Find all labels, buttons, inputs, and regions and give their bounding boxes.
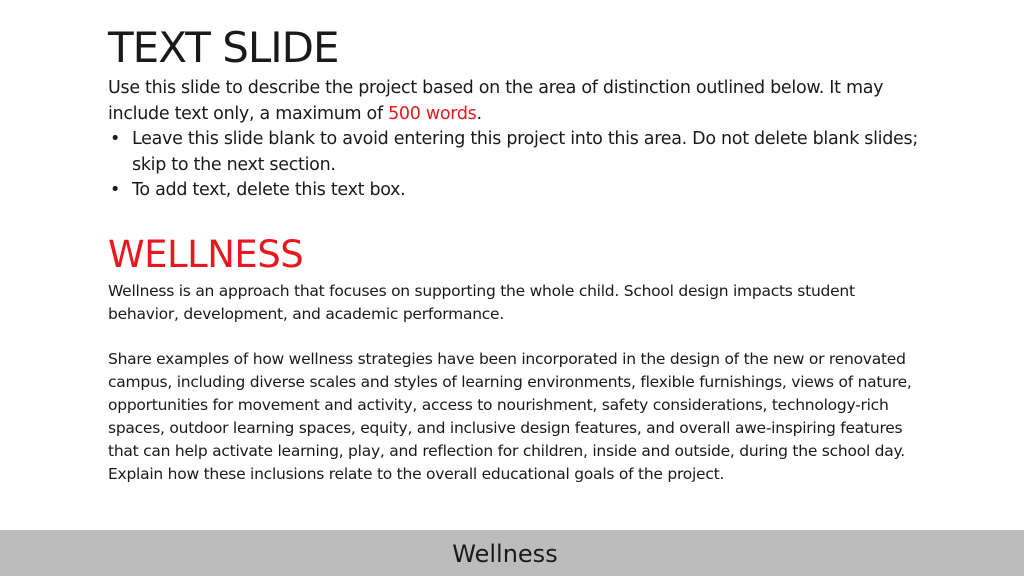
bullet-text: To add text, delete this text box. — [132, 180, 406, 200]
wellness-description: Wellness is an approach that focuses on supporting the whole child. School design impacts student behavior, development, and academic performance. — [108, 281, 855, 323]
slide-content — [108, 22, 928, 486]
intro-text-start: Use this slide to describe the project based on the area of distinction outlined below. It may include text only, a maximum of — [108, 78, 884, 124]
intro-text-end: . — [476, 103, 482, 124]
word-limit-highlight: 500 words — [388, 103, 477, 124]
section-title: WELLNESS — [108, 232, 304, 276]
footer-label: Wellness — [452, 540, 558, 568]
bullet-icon: • — [110, 129, 121, 149]
intro-text — [108, 76, 928, 127]
bullet-item — [108, 127, 928, 178]
instruction-bullets — [108, 127, 928, 204]
bullet-icon: • — [110, 180, 121, 200]
bullet-text: Leave this slide blank to avoid entering this project into this area. Do not delete blank slides; skip to the next section. — [132, 129, 918, 175]
bullet-item — [108, 178, 928, 204]
slide-title: TEXT SLIDE — [108, 23, 339, 72]
wellness-instructions: Share examples of how wellness strategies have been incorporated in the design of the new or renovated campus, including diverse scales and styles of learning environments, flexible furnishings, views of nature, opportunities for movement and activity, access to nourishment, safety considerations, technology-rich spaces, outdoor learning spaces, equity, and inclusive design features, and overall awe-inspiring features that can help activate learning, play, and reflection for children, inside and outside, during the school day. Explain how these inclusions relate to the overall educational goals of the project. — [108, 349, 912, 483]
footer-bar — [0, 530, 1024, 576]
